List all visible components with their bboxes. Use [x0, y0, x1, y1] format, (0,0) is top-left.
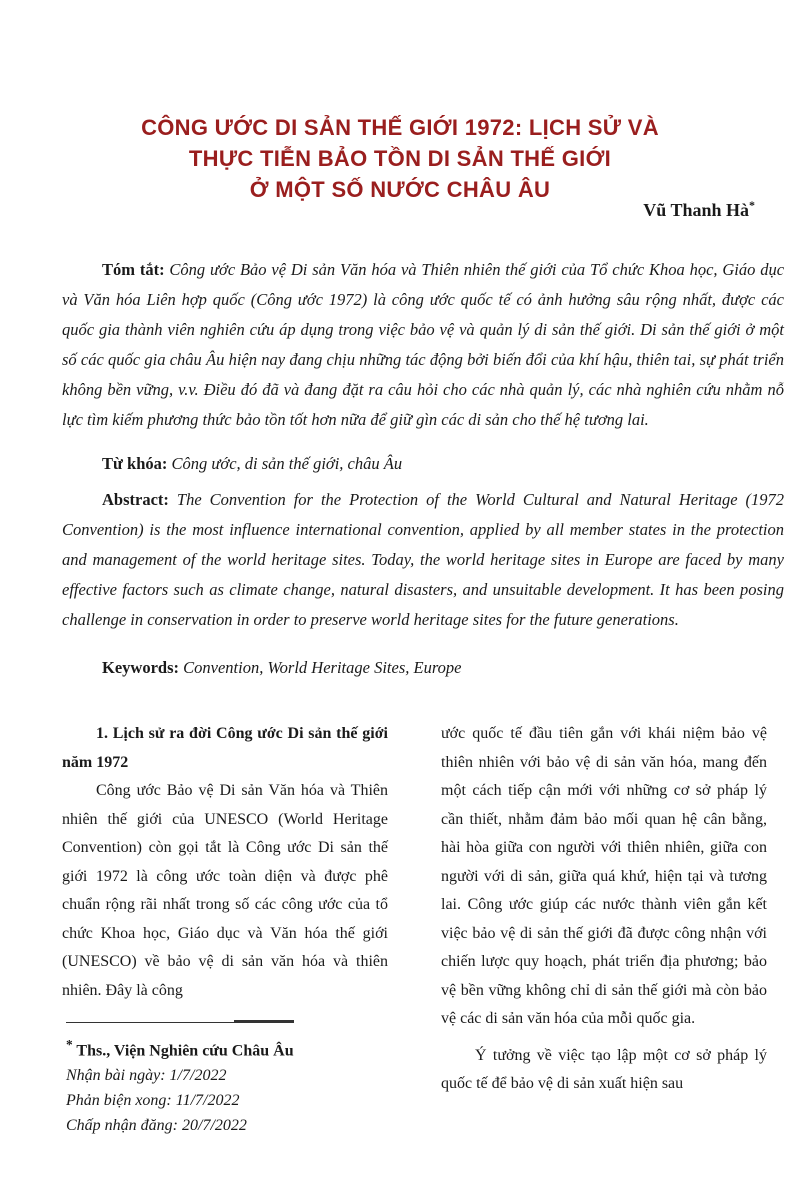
footnote-divider: [66, 1022, 294, 1023]
title-line-2: THỰC TIỄN BẢO TỒN DI SẢN THẾ GIỚI: [188, 146, 612, 171]
abstract-en-text: The Convention for the Protection of the World Cultural and Natural Heritage (1972 Convention) is the most influence international convention, applied by all member states in the protection and management of the world heritage sites. Today, the world heritage sites in Europe are faced by many effective factors such as climate change, natural disasters, and unsuitable development. It has been posing challenge in conservation in order to preserve world heritage sites for the future generations.: [62, 490, 785, 629]
title-line-3: Ở MỘT SỐ NƯỚC CHÂU ÂU: [249, 177, 551, 202]
abstract-english: [62, 485, 784, 635]
abstract-vi-label: Tóm tắt:: [102, 260, 165, 279]
body-column-right: [441, 720, 767, 1099]
body-paragraph: Ý tưởng về việc tạo lập một cơ sở pháp lý quốc tế để bảo vệ di sản xuất hiện sau: [441, 1046, 767, 1092]
keywords-english: [62, 653, 784, 683]
body-paragraph: Công ước Bảo vệ Di sản Văn hóa và Thiên nhiên thế giới của UNESCO (World Heritage Convention) còn gọi tắt là Công ước Di sản thế giới 1972 là công ước toàn diện và được phê chuẩn rộng rãi nhất trong số các công ước của tổ chức Khoa học, Giáo dục và Văn hóa thế giới (UNESCO) về bảo vệ di sản văn hóa và thiên nhiên. Đây là công: [62, 782, 388, 999]
abstract-vi-text: Công ước Bảo vệ Di sản Văn hóa và Thiên nhiên thế giới của Tổ chức Khoa học, Giáo dục và Văn hóa Liên hợp quốc (Công ước 1972) là công ước quốc tế có ảnh hưởng sâu rộng nhất, được các quốc gia thành viên nghiên cứu áp dụng trong việc bảo vệ và quản lý di sản thế giới. Di sản thế giới ở một số các quốc gia châu Âu hiện nay đang chịu những tác động bởi biến đổi của khí hậu, thiên tai, sự phát triển không bền vững, v.v. Điều đó đã và đang đặt ra câu hỏi cho các nhà quản lý, các nhà nghiên cứu nhằm nỗ lực tìm kiếm phương thức bảo tồn tốt hơn nữa để giữ gìn các di sản cho thế hệ tương lai.: [62, 260, 785, 429]
keywords-en-text: Convention, World Heritage Sites, Europe: [183, 658, 462, 677]
body-paragraph-continued: ước quốc tế đầu tiên gắn với khái niệm bảo vệ thiên nhiên với bảo vệ di sản văn hóa, mang đến một cách tiếp cận mới với những cơ sở pháp lý cần thiết, nhằm đảm bảo mối quan hệ cân bằng, hài hòa giữa con người với thiên nhiên, giữa con người với di sản, giữa quá khứ, hiện tại và tương lai. Công ước giúp các nước thành viên gắn kết việc bảo vệ di sản thế giới đã được công nhận với chiến lược quy hoạch, phát triển địa phương; bảo vệ bền vững không chỉ di sản thế giới mà còn bảo vệ các di sản văn hóa của mỗi quốc gia.: [441, 725, 767, 1027]
keywords-vi-text: Công ước, di sản thế giới, châu Âu: [171, 454, 403, 473]
abstract-vietnamese: [62, 255, 784, 435]
keywords-en-label: Keywords:: [102, 658, 179, 677]
author-footnote-mark: *: [749, 198, 755, 212]
abstract-en-label: Abstract:: [102, 490, 169, 509]
keywords-vi-label: Từ khóa:: [102, 454, 168, 473]
author-byline: [643, 198, 755, 221]
body-column-left: [62, 720, 388, 1005]
title-line-1: CÔNG ƯỚC DI SẢN THẾ GIỚI 1972: LỊCH SỬ VÀ: [141, 115, 659, 140]
footnote-affiliation-text: Ths., Viện Nghiên cứu Châu Âu: [76, 1042, 294, 1060]
footnote-received-date: Nhận bài ngày: 1/7/2022: [66, 1067, 227, 1085]
footnote-affiliation: [66, 1032, 396, 1063]
keywords-vietnamese: [62, 449, 784, 479]
footnote: [66, 1032, 396, 1138]
footnote-mark: *: [66, 1037, 73, 1052]
footnote-reviewed-date: Phản biện xong: 11/7/2022: [66, 1092, 240, 1110]
article-title: [120, 112, 680, 205]
footnote-accepted-date: Chấp nhận đăng: 20/7/2022: [66, 1117, 247, 1135]
section-heading: 1. Lịch sử ra đời Công ước Di sản thế giới năm 1972: [62, 725, 388, 771]
author-name: Vũ Thanh Hà: [643, 200, 749, 220]
